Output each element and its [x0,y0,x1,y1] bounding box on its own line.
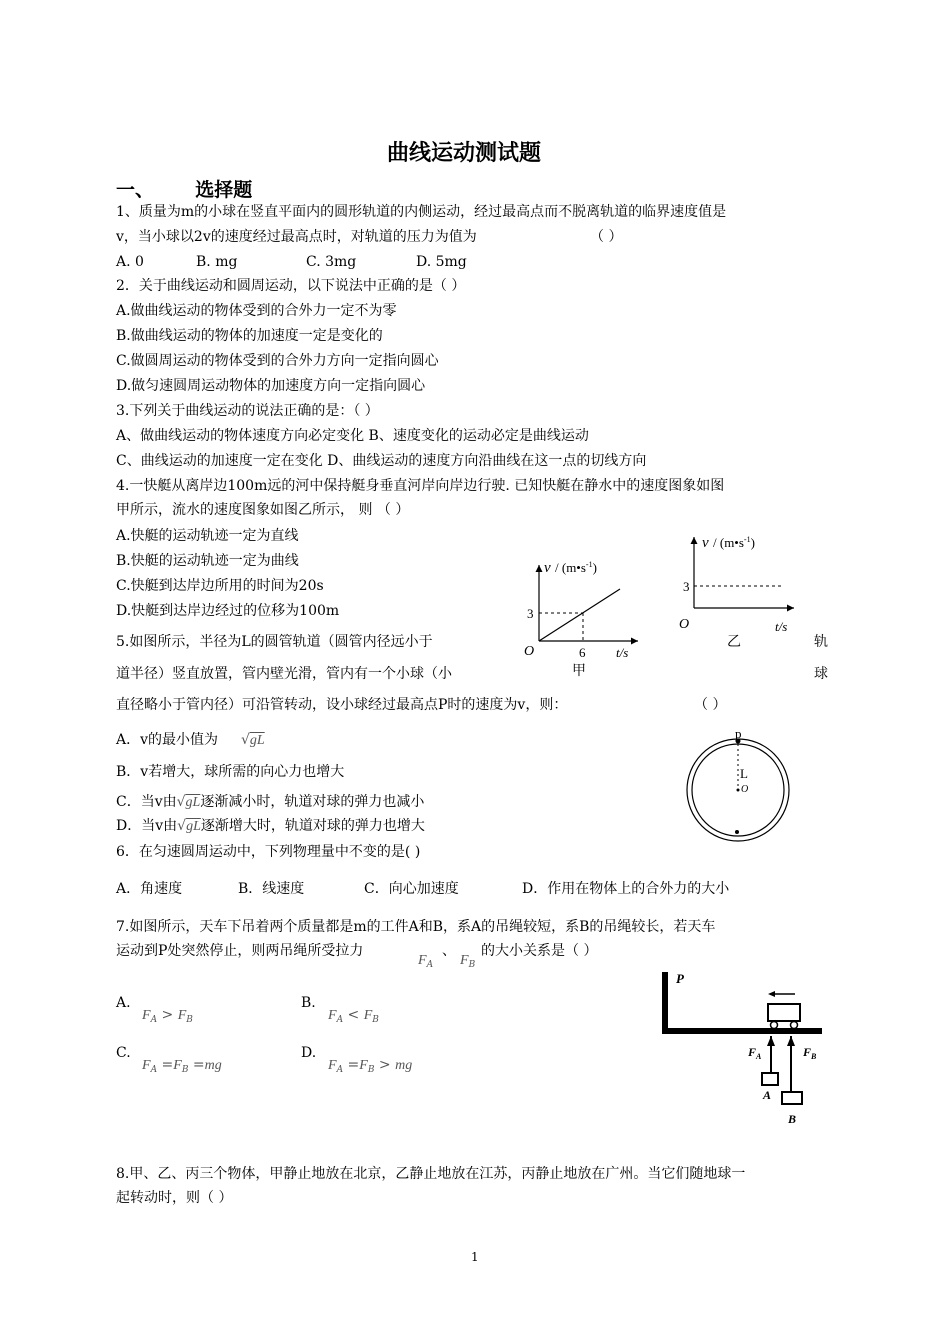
q8-line1: 8.甲、乙、丙三个物体，甲静止地放在北京，乙静止地放在江苏，丙静止地放在广州。当它们随地球一 [116,1166,746,1182]
trolley-body [768,1004,800,1021]
q4-option-d: D.快艇到达岸边经过的位移为100m [116,603,340,619]
q7-line2: 运动到P处突然停止，则两吊绳所受拉力 [116,943,364,959]
crane-a-label: A [763,1088,772,1102]
q1-option-b: B. mg [196,254,238,270]
block-a [762,1073,778,1085]
q5-option-a [116,730,265,751]
q7-option-d-label: D. [301,1045,317,1061]
motion-arrow-head [768,991,775,997]
page-title: 曲线运动测试题 [387,141,542,166]
q7-option-d-expr: $F_A =F_B$ > mg [328,1057,413,1075]
q5-line1: 5.如图所示，半径为L的圆管轨道（圆管内径远小于 [116,634,433,650]
q7-option-b-label: B. [301,995,316,1011]
q4-option-b: B.快艇的运动轨迹一定为曲线 [116,553,299,569]
q7-option-a-expr: $F_A > F_B$ [142,1007,193,1025]
q5-option-c-post: 逐渐减小时，轨道对球的弹力也减小 [200,794,425,810]
q6-option-d: D．作用在物体上的合外力的大小 [522,881,730,897]
q4-line1: 4.一快艇从离岸边100m远的河中保持艇身垂直河岸向岸边行驶. 已知快艇在静水中的速度图象如图 [116,478,725,494]
q1-paren: （ ） [590,229,623,245]
graph-yi-caption: 乙 [727,635,741,650]
crane-beam [662,1028,822,1034]
graph-jia-line [539,589,620,641]
q6-stem: 6．在匀速圆周运动中，下列物理量中不变的是( ) [116,844,421,860]
crane-figure [655,966,830,1131]
trolley-wheel-left [771,1022,778,1029]
q2-option-b: B.做曲线运动的物体的加速度一定是变化的 [116,328,383,344]
q5-paren: （ ） [694,697,727,713]
crane-fb-label: $F_B$ [803,1045,817,1061]
graph-jia-caption: 甲 [572,664,586,679]
q3-stem: 3.下列关于曲线运动的说法正确的是：（ ） [116,403,379,419]
q7-option-b-expr: $F_A < F_B$ [328,1007,379,1025]
crane-wall [662,972,668,1034]
q5-option-d-sqrt: √gL [177,818,201,834]
q6-option-a: A．角速度 [116,881,183,897]
q7-option-a-label: A. [116,995,131,1011]
graph-jia-xtick: 6 [579,645,586,660]
q7-option-c-expr: $F_A =F_B =mg$ [142,1057,222,1075]
graph-yi-xlabel: t/s [775,619,788,634]
q8-line2: 起转动时，则（ ） [116,1190,233,1206]
q7-option-c-label: C. [116,1045,131,1061]
q5-line2-end: 球 [814,666,828,682]
graph-yi [672,525,812,655]
section-label: 选择题 [195,179,253,201]
q7-sep: 、 [442,943,456,959]
q2-stem: 2．关于曲线运动和圆周运动，以下说法中正确的是（ ） [116,278,466,294]
crane-fa-label: $F_A$ [748,1045,762,1061]
q7-line2-end: 的大小关系是（ ） [481,943,598,959]
crane-b-label: B [788,1112,797,1126]
q1-line1: 1、质量为m的小球在竖直平面内的圆形轨道的内侧运动，经过最高点而不脱离轨道的临界速度值是 [116,204,727,220]
graph-jia-ytick: 3 [527,606,534,621]
q4-line2: 甲所示，流水的速度图象如图乙所示， 则 （ ） [116,502,410,518]
q5-line1-end: 轨 [814,634,828,650]
q7-force-fa: $F_A$ [418,953,434,970]
q5-option-c-pre: C．当v由 [116,794,177,810]
q5-line3: 直径略小于管内径）可沿管转动，设小球经过最高点P时的速度为v，则： [116,697,568,713]
rope-b-arrow [787,1036,795,1046]
circular-track-figure [680,726,800,844]
q5-option-c-sqrt: √gL [176,794,201,810]
q5-option-c [116,792,424,813]
q5-option-a-sqrt: √gL [240,732,265,748]
q2-option-a: A.做曲线运动的物体受到的合外力一定不为零 [116,303,397,319]
graph-jia-xlabel: t/s [616,645,629,660]
graph-jia [510,545,645,683]
q6-option-c: C．向心加速度 [364,881,459,897]
page-number: 1 [471,1250,479,1264]
graph-yi-origin: O [679,617,690,632]
point-p-label: p [735,726,742,741]
graph-yi-unit: / $(m•s^{-1})$ [713,535,755,550]
graph-yi-ytick: 3 [683,579,690,594]
q2-option-d: D.做匀速圆周运动物体的加速度方向一定指向圆心 [116,378,426,394]
q1-option-c: C. 3mg [306,254,357,270]
q1-line2: v，当小球以2v的速度经过最高点时，对轨道的压力为值为 [116,229,477,245]
crane-p-label: P [676,971,684,986]
q1-option-a: A. 0 [116,254,144,270]
q5-option-d-post: 逐渐增大时，轨道对球的弹力也增大 [200,818,425,834]
q7-force-fb: $F_B$ [460,953,476,970]
q5-line2: 道半径）竖直放置，管内壁光滑，管内有一个小球（小 [116,666,452,682]
q4-option-a: A.快艇的运动轨迹一定为直线 [116,528,299,544]
q1-option-d: D. 5mg [416,254,467,270]
block-b [782,1092,802,1104]
rope-a-arrow [767,1036,775,1046]
section-heading [116,175,252,202]
radius-label: L [740,766,748,781]
graph-jia-ylabel: v [544,560,551,576]
q2-option-c: C.做圆周运动的物体受到的合外力方向一定指向圆心 [116,353,439,369]
center-label: O [741,784,749,795]
section-number: 一、 [116,179,155,201]
q3-options-cd: C、曲线运动的加速度一定在变化 D、曲线运动的速度方向沿曲线在这一点的切线方向 [116,453,647,469]
q6-option-b: B．线速度 [238,881,305,897]
q5-option-d [116,816,425,837]
q4-option-c: C.快艇到达岸边所用的时间为20s [116,578,324,594]
q7-line1: 7.如图所示，天车下吊着两个质量都是m的工件A和B，系A的吊绳较短，系B的吊绳较长，若天车 [116,919,716,935]
bottom-dot [735,830,739,834]
graph-jia-unit: / $(m•s^{-1})$ [555,560,597,575]
graph-yi-ylabel: v [702,535,709,551]
q3-options-ab: A、做曲线运动的物体速度方向必定变化 B、速度变化的运动必定是曲线运动 [116,428,589,444]
q5-option-d-pre: D．当v由 [116,818,178,834]
graph-jia-origin: O [524,644,535,659]
q5-option-b: B．v若增大，球所需的向心力也增大 [116,764,345,780]
trolley-wheel-right [791,1022,798,1029]
q5-option-a-text: A．v的最小值为 [116,732,219,748]
